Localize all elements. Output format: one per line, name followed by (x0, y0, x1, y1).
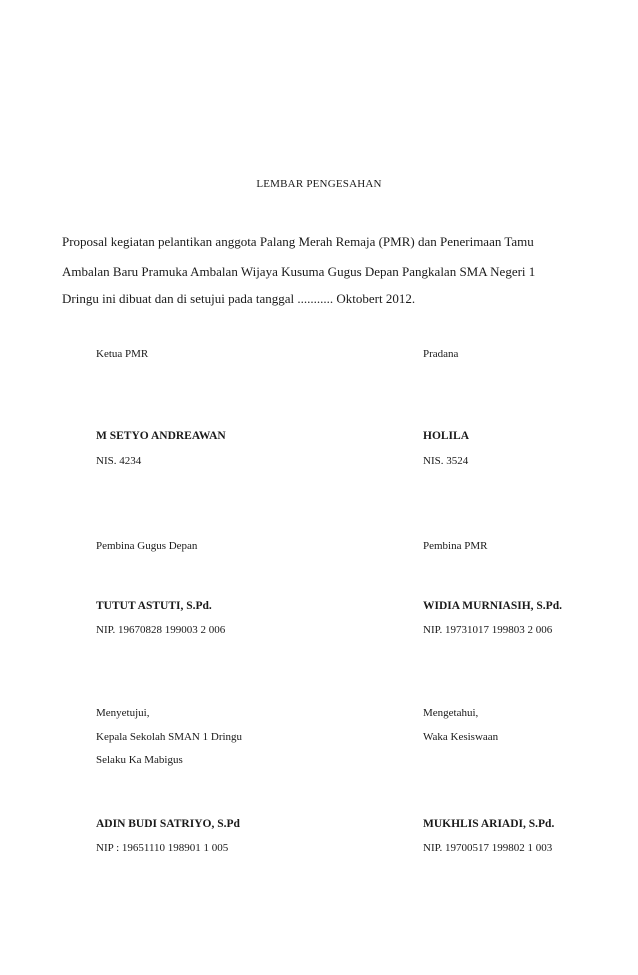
pembina-gudep-id: NIP. 19670828 199003 2 006 (96, 624, 226, 636)
pradana-id: NIS. 3524 (423, 455, 469, 467)
intro-line-2: Ambalan Baru Pramuka Ambalan Wijaya Kusuma Gugus Depan Pangkalan SMA Negeri 1 (62, 264, 536, 279)
intro-line-3: Dringu ini dibuat dan di setujui pada tanggal ........... Oktobert 2012. (62, 291, 416, 306)
pembina-gudep-role: Pembina Gugus Depan (96, 540, 198, 552)
waka-kesiswaan-name: MUKHLIS ARIADI, S.Pd. (423, 818, 555, 830)
kepala-sekolah-name: ADIN BUDI SATRIYO, S.Pd (96, 818, 240, 830)
ketua-pmr-name: M SETYO ANDREAWAN (96, 430, 226, 442)
pembina-pmr-id: NIP. 19731017 199803 2 006 (423, 624, 553, 636)
pembina-pmr-name: WIDIA MURNIASIH, S.Pd. (423, 600, 562, 612)
pradana-name: HOLILA (423, 430, 470, 442)
mengetahui-label: Mengetahui, (423, 707, 479, 719)
waka-kesiswaan-id: NIP. 19700517 199802 1 003 (423, 842, 553, 854)
kepala-sekolah-id: NIP : 19651110 198901 1 005 (96, 842, 229, 854)
ka-mabigus-role: Selaku Ka Mabigus (96, 754, 183, 766)
kepala-sekolah-role: Kepala Sekolah SMAN 1 Dringu (96, 731, 243, 743)
pradana-role: Pradana (423, 348, 459, 360)
pembina-gudep-name: TUTUT ASTUTI, S.Pd. (96, 600, 212, 612)
pembina-pmr-role: Pembina PMR (423, 540, 488, 552)
menyetujui-label: Menyetujui, (96, 707, 150, 719)
waka-kesiswaan-role: Waka Kesiswaan (423, 731, 499, 743)
ketua-pmr-role: Ketua PMR (96, 348, 149, 360)
ketua-pmr-id: NIS. 4234 (96, 455, 142, 467)
page-title: LEMBAR PENGESAHAN (256, 178, 382, 190)
intro-line-1: Proposal kegiatan pelantikan anggota Palang Merah Remaja (PMR) dan Penerimaan Tamu (62, 234, 534, 249)
